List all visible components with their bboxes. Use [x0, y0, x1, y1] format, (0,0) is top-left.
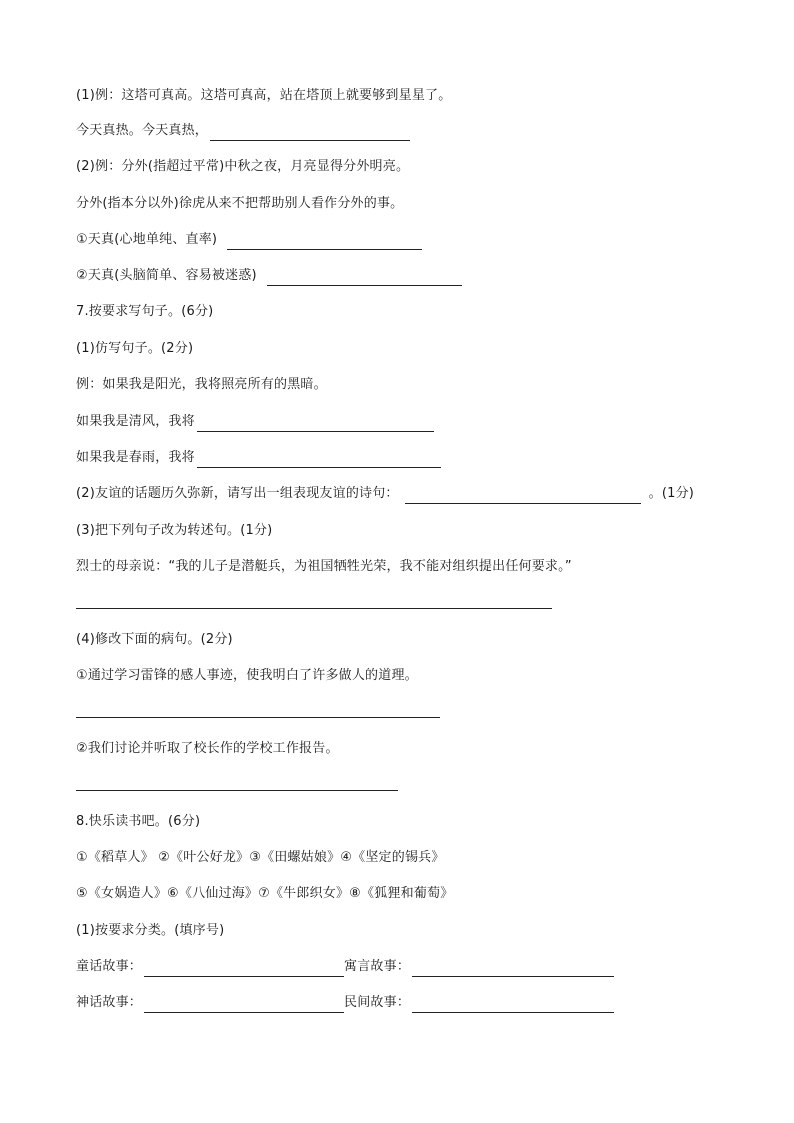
q7-part1-a: 如果我是清风，我将 [76, 412, 434, 432]
answer-blank[interactable] [210, 125, 410, 141]
answer-blank[interactable] [267, 270, 462, 286]
q8-books-row-2: ⑤《女娲造人》⑥《八仙过海》⑦《牛郎织女》⑧《狐狸和葡萄》 [76, 886, 454, 901]
answer-blank[interactable] [197, 452, 441, 468]
answer-line[interactable] [76, 608, 552, 609]
q8-books-row-1: ①《稻草人》 ②《叶公好龙》③《田螺姑娘》④《坚定的锡兵》 [76, 850, 445, 865]
q7-part2: (2)友谊的话题历久弥新，请写出一组表现友谊的诗句： 。(1分) [76, 484, 694, 504]
q7-part4-a: ①通过学习雷锋的感人事迹，使我明白了许多做人的道理。 [76, 668, 418, 683]
q7-part3-sentence: 烈士的母亲说：“我的儿子是潜艇兵，为祖国牺牲光荣，我不能对组织提出任何要求。” [76, 559, 572, 574]
q7-part4-title: (4)修改下面的病句。(2分) [76, 632, 233, 647]
answer-blank[interactable] [227, 234, 422, 250]
answer-blank[interactable] [405, 488, 641, 504]
folk-tale-answer[interactable] [412, 997, 614, 1013]
q8-part1-title: (1)按要求分类。(填序号) [76, 923, 225, 938]
q7-part3-title: (3)把下列句子改为转述句。(1分) [76, 523, 273, 538]
q6-example-2b: 分外(指本分以外)徐虎从来不把帮助别人看作分外的事。 [76, 196, 404, 211]
answer-blank[interactable] [197, 416, 434, 432]
fairy-tale-answer[interactable] [144, 961, 344, 977]
q7-part1-b: 如果我是春雨，我将 [76, 448, 441, 468]
q6-example-2: (2)例：分外(指超过平常)中秋之夜，月亮显得分外明亮。 [76, 159, 410, 174]
q8-classify-row-2: 神话故事： 民间故事： [76, 993, 614, 1013]
myth-answer[interactable] [144, 997, 344, 1013]
q7-part1-example: 例：如果我是阳光，我将照亮所有的黑暗。 [76, 377, 327, 392]
answer-line[interactable] [76, 790, 398, 791]
q6-task-1: 今天真热。今天真热， [76, 121, 410, 141]
q6-item-1: ①天真(心地单纯、直率) [76, 230, 422, 250]
q6-example-1: (1)例：这塔可真高。这塔可真高，站在塔顶上就要够到星星了。 [76, 88, 452, 103]
q8-classify-row-1: 童话故事： 寓言故事： [76, 957, 614, 977]
q6-item-2: ②天真(头脑简单、容易被迷惑) [76, 266, 462, 286]
q8-title: 8.快乐读书吧。(6分) [76, 814, 201, 829]
q7-title: 7.按要求写句子。(6分) [76, 304, 214, 319]
q7-part1-title: (1)仿写句子。(2分) [76, 341, 194, 356]
q7-part4-b: ②我们讨论并听取了校长作的学校工作报告。 [76, 741, 339, 756]
fable-answer[interactable] [412, 961, 614, 977]
answer-line[interactable] [76, 717, 440, 718]
